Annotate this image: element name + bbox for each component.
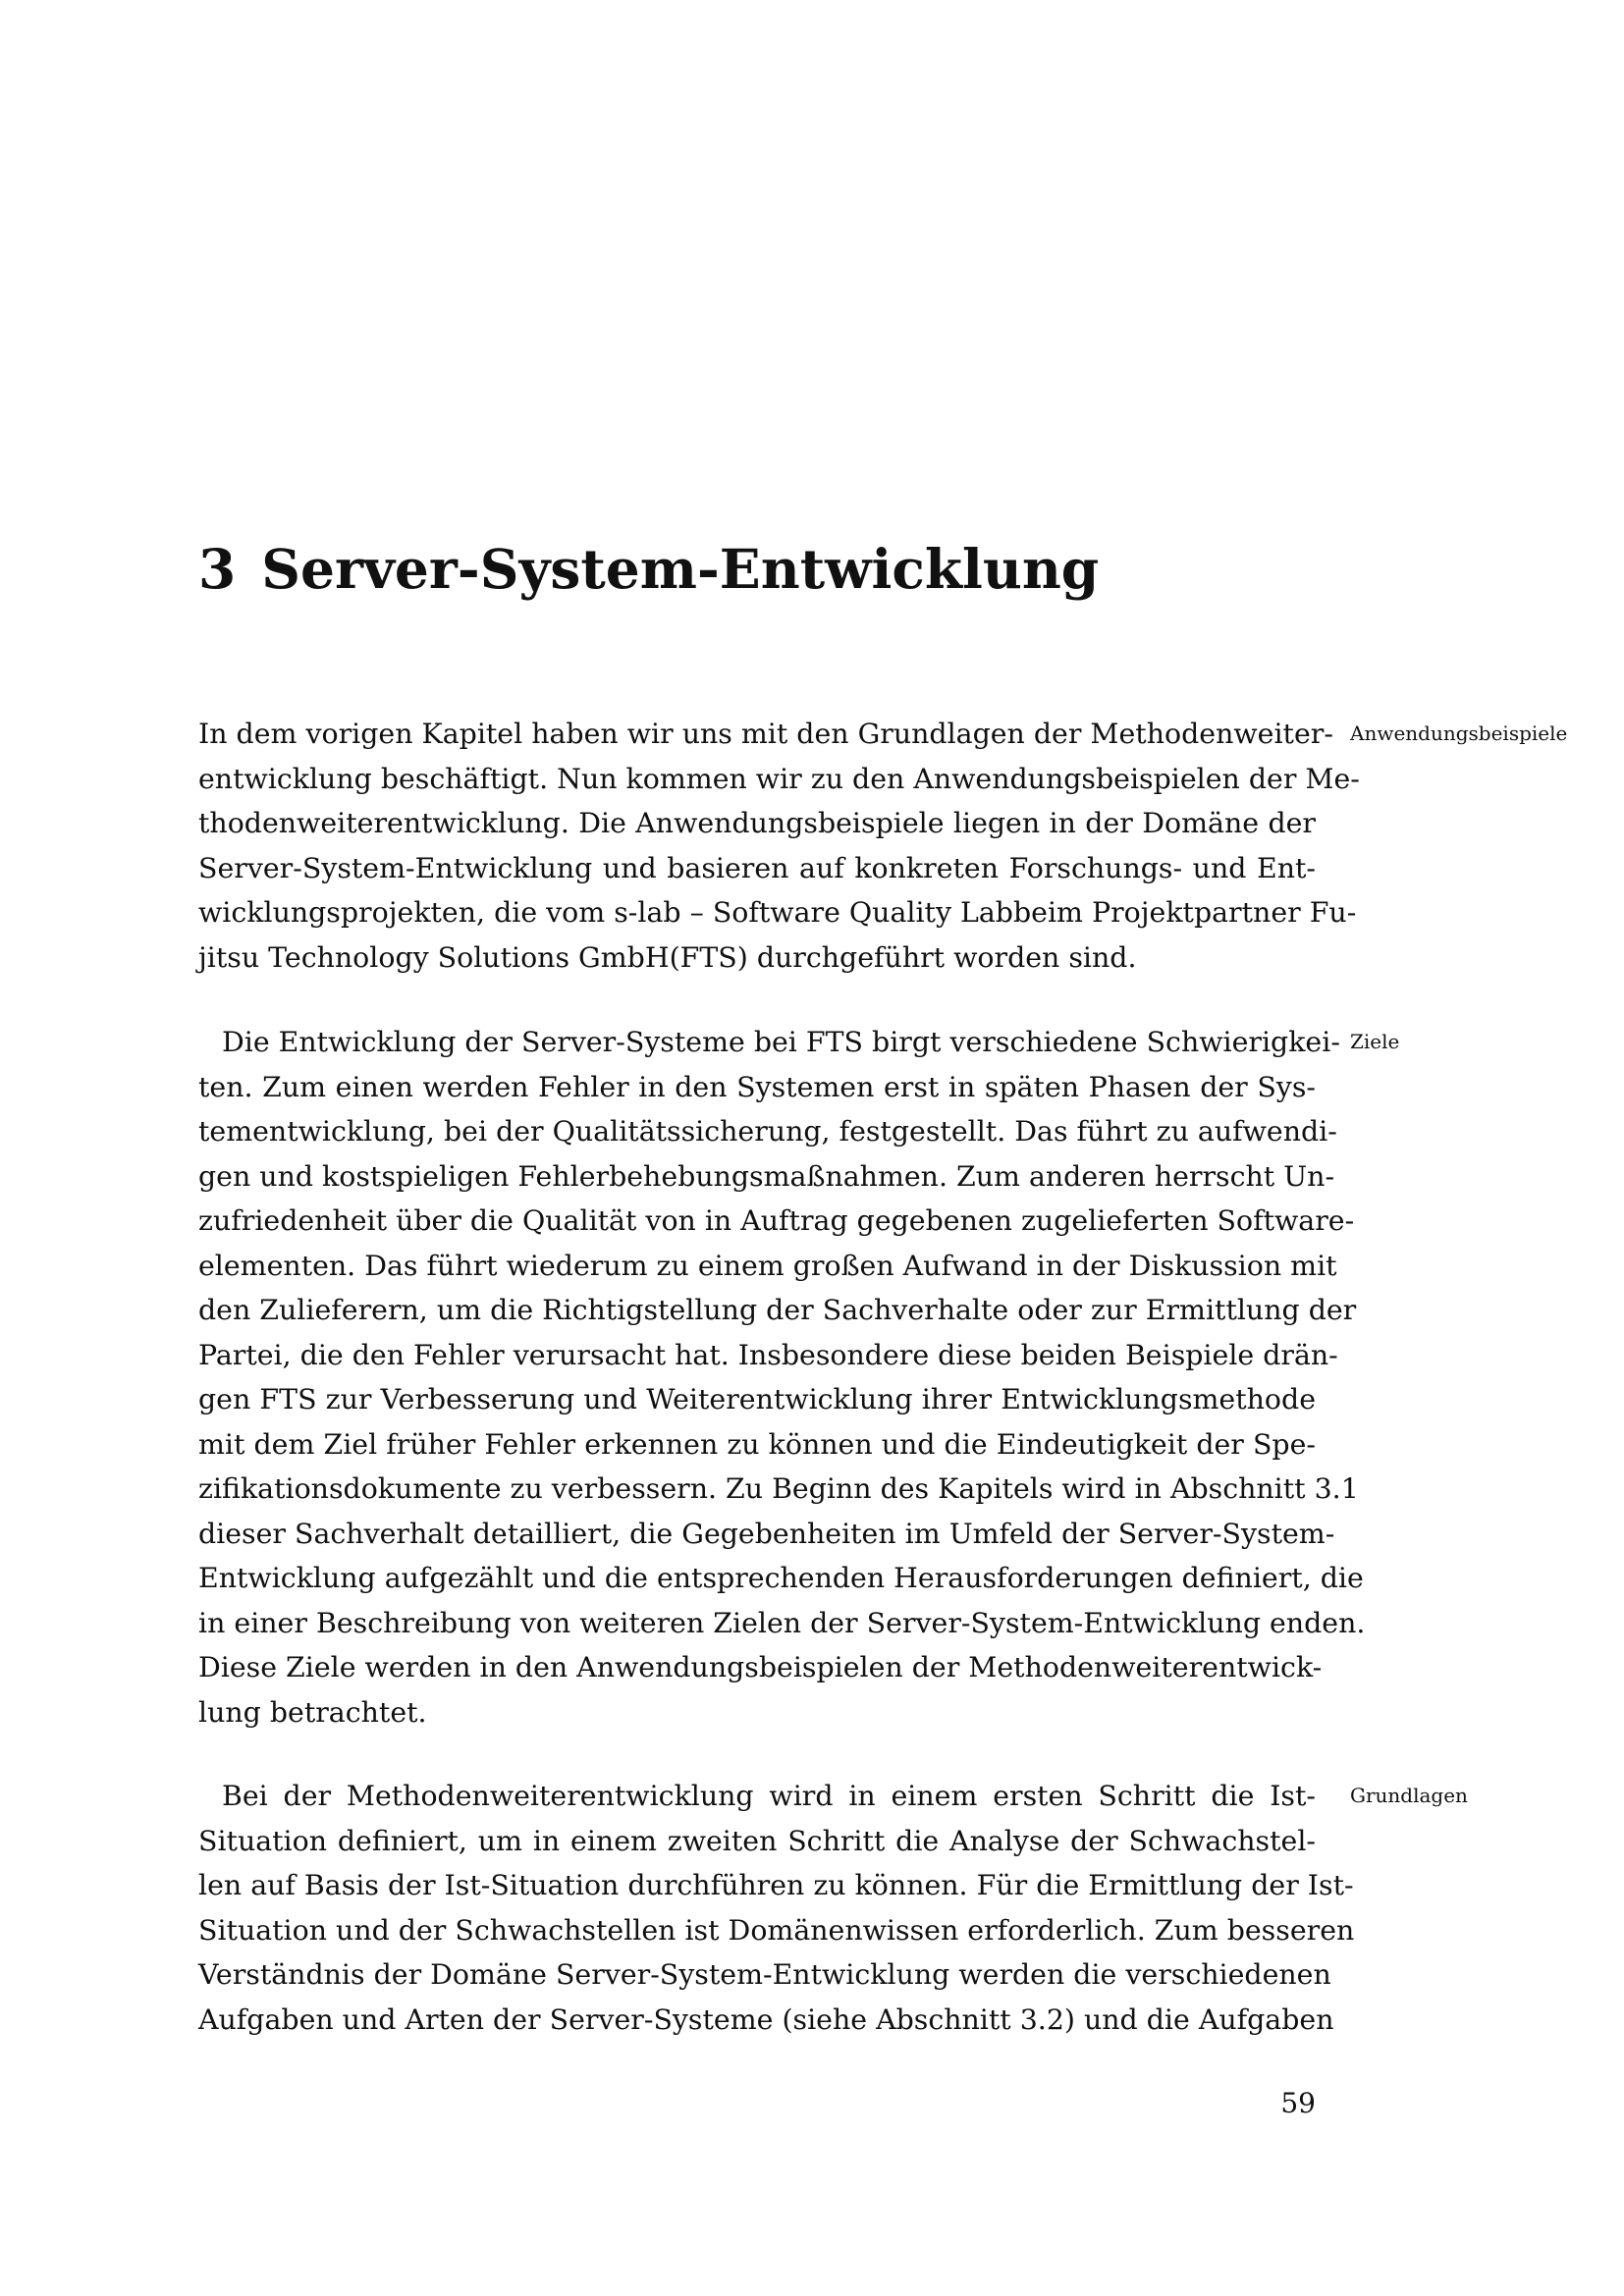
paragraph-line: Bei der Methodenweiterentwicklung wird in einem ersten Schritt die Ist- — [222, 1780, 1316, 1812]
margin-note-ziele: Ziele — [1350, 1030, 1400, 1053]
chapter-number: 3 — [198, 537, 237, 601]
paragraph-line: ten. Zum einen werden Fehler in den Systemen erst in späten Phasen der Sys- — [198, 1070, 1316, 1103]
paragraph-line: jitsu Technology Solutions GmbH(FTS) durchgeführt worden sind. — [198, 940, 1137, 974]
paragraph-line: in einer Beschreibung von weiteren Zielen der Server-System-Entwicklung enden. — [198, 1606, 1366, 1639]
margin-note-grundlagen: Grundlagen — [1350, 1784, 1468, 1807]
paragraph-line: Aufgaben und Arten der Server-Systeme (siehe Abschnitt 3.2) und die Aufgaben — [198, 2002, 1334, 2036]
paragraph-line: dieser Sachverhalt detailliert, die Gegebenheiten im Umfeld der Server-System- — [198, 1517, 1335, 1550]
paragraph-1 — [198, 712, 1360, 980]
paragraph-line: Die Entwicklung der Server-Systeme bei FTS birgt verschiedene Schwierigkei- — [222, 1026, 1340, 1058]
paragraph-line: Partei, die den Fehler verursacht hat. Insbesondere diese beiden Beispiele drän- — [198, 1338, 1338, 1371]
paragraph-line: len auf Basis der Ist-Situation durchführen zu können. Für die Ermittlung der Ist- — [198, 1869, 1354, 1901]
paragraph-line: Situation und der Schwachstellen ist Domänenwissen erforderlich. Zum besseren — [198, 1913, 1355, 1947]
chapter-title — [198, 535, 1099, 604]
paragraph-line: Diese Ziele werden in den Anwendungsbeispielen der Methodenweiterentwick- — [198, 1651, 1323, 1683]
paragraph-line: zufriedenheit über die Qualität von in Auftrag gegebenen zugelieferten Software- — [198, 1204, 1355, 1237]
paragraph-line: entwicklung beschäftigt. Nun kommen wir zu den Anwendungsbeispielen der Me- — [198, 762, 1360, 795]
paragraph-line: tementwicklung, bei der Qualitätssicherung, festgestellt. Das führt zu aufwendi- — [198, 1115, 1337, 1148]
paragraph-2 — [198, 1020, 1366, 1735]
paragraph-line: Verständnis der Domäne Server-System-Entwicklung werden die verschiedenen — [198, 1958, 1331, 1991]
page-number: 59 — [1280, 2087, 1316, 2119]
paragraph-line: gen FTS zur Verbesserung und Weiterentwicklung ihrer Entwicklungsmethode — [198, 1383, 1316, 1415]
paragraph-line: gen und kostspieligen Fehlerbehebungsmaßnahmen. Zum anderen herrscht Un- — [198, 1159, 1335, 1193]
paragraph-line: wicklungsprojekten, die vom s-lab – Software Quality Labbeim Projektpartner Fu- — [198, 896, 1357, 929]
paragraph-line: Entwicklung aufgezählt und die entsprechenden Herausforderungen definiert, die — [198, 1562, 1364, 1594]
chapter-title-text: Server-System-Entwicklung — [261, 537, 1100, 601]
paragraph-line: den Zulieferern, um die Richtigstellung der Sachverhalte oder zur Ermittlung der — [198, 1294, 1357, 1326]
paragraph-line: Server-System-Entwicklung und basieren auf konkreten Forschungs- und Ent- — [198, 851, 1316, 884]
paragraph-line: elementen. Das führt wiederum zu einem großen Aufwand in der Diskussion mit — [198, 1249, 1337, 1282]
paragraph-line: mit dem Ziel früher Fehler erkennen zu können und die Eindeutigkeit der Spe- — [198, 1427, 1316, 1461]
paragraph-3 — [198, 1774, 1355, 2042]
paragraph-line: zifikationsdokumente zu verbessern. Zu Beginn des Kapitels wird in Abschnitt 3.1 — [198, 1472, 1359, 1505]
paragraph-line: lung betrachtet. — [198, 1695, 427, 1729]
paragraph-line: thodenweiterentwicklung. Die Anwendungsbeispiele liegen in der Domäne der — [198, 807, 1316, 839]
paragraph-line: In dem vorigen Kapitel haben wir uns mit den Grundlagen der Methodenweiter- — [198, 718, 1333, 750]
margin-note-anwendungsbeispiele: Anwendungsbeispiele — [1350, 721, 1568, 745]
paragraph-line: Situation definiert, um in einem zweiten Schritt die Analyse der Schwachstel- — [198, 1824, 1316, 1857]
